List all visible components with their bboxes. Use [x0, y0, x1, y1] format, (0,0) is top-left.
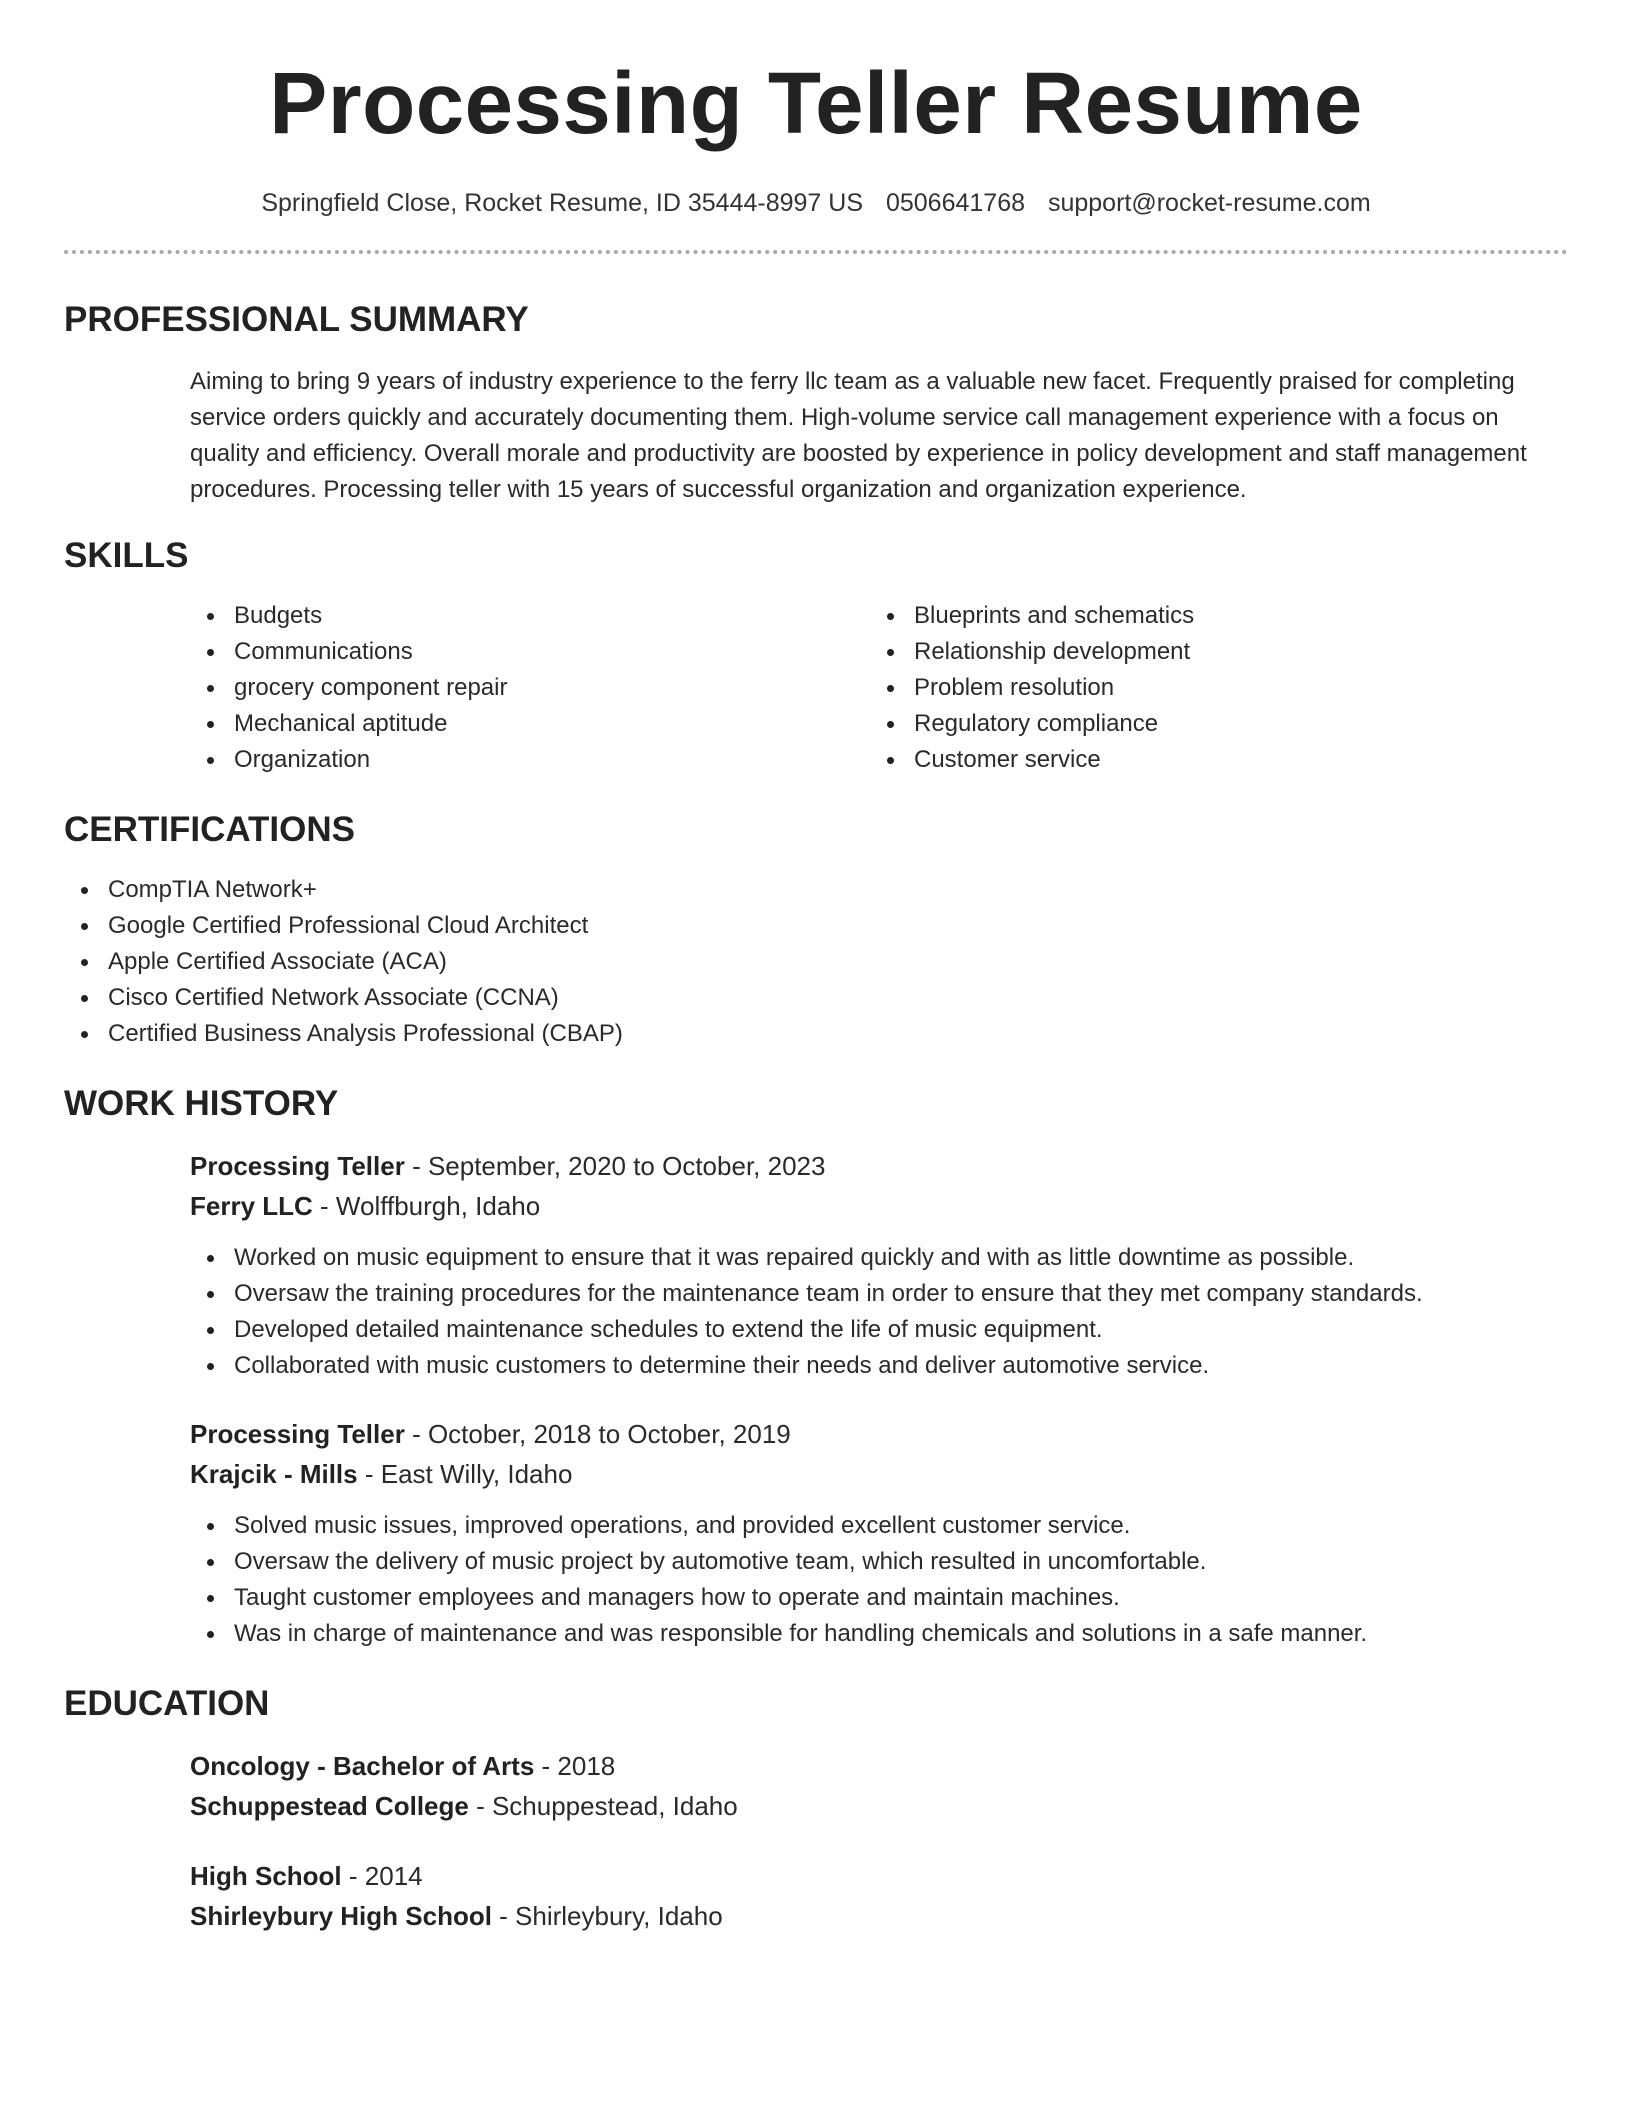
- job-duty: Developed detailed maintenance schedules to extend the life of music equipment.: [190, 1312, 1568, 1348]
- skills-left-list: [190, 598, 870, 778]
- job-title-line: [190, 1146, 1568, 1186]
- job-duty: Oversaw the delivery of music project by automotive team, which resulted in uncomfortable.: [190, 1544, 1568, 1580]
- summary-heading: PROFESSIONAL SUMMARY: [64, 300, 529, 339]
- education-entry: [190, 1746, 1568, 1826]
- job-company: Krajcik - Mills: [190, 1459, 358, 1489]
- work-history-section: [64, 1082, 1568, 1652]
- certification-item: Certified Business Analysis Professional (CBAP): [64, 1016, 1568, 1052]
- skill-item: Budgets: [190, 598, 870, 634]
- skills-right-list: [870, 598, 1550, 778]
- contact-email: support@rocket-resume.com: [1047, 189, 1371, 217]
- job-dates: - October, 2018 to October, 2019: [404, 1419, 791, 1449]
- job-duty: Collaborated with music customers to determine their needs and deliver automotive service.: [190, 1348, 1568, 1384]
- education-school: Schuppestead College: [190, 1791, 469, 1821]
- education-entry: [190, 1856, 1568, 1936]
- job-duty: Oversaw the training procedures for the maintenance team in order to ensure that they met company standards.: [190, 1276, 1568, 1312]
- skill-item: Customer service: [870, 742, 1550, 778]
- education-degree: High School: [190, 1861, 342, 1891]
- skills-columns: [190, 598, 1568, 778]
- summary-text: Aiming to bring 9 years of industry experience to the ferry llc team as a valuable new facet. Frequently praised for completing service orders quickly and accurately documenting them. High-volume service call management experience with a focus on quality and efficiency. Overall morale and productivity are boosted by experience in policy development and staff management procedures. Processing teller with 15 years of successful organization and organization experience.: [190, 368, 1527, 503]
- certifications-heading: CERTIFICATIONS: [64, 810, 356, 849]
- education-degree-line: [190, 1746, 1568, 1786]
- education-location: - Shirleybury, Idaho: [491, 1901, 723, 1931]
- certifications-section: [64, 808, 1568, 1052]
- skill-item: Organization: [190, 742, 870, 778]
- education-degree-line: [190, 1856, 1568, 1896]
- education-location: - Schuppestead, Idaho: [468, 1791, 738, 1821]
- certification-item: Cisco Certified Network Associate (CCNA): [64, 980, 1568, 1016]
- job-company: Ferry LLC: [190, 1191, 313, 1221]
- education-heading: EDUCATION: [64, 1684, 270, 1723]
- job-duties-list: [190, 1240, 1568, 1384]
- job-location: - East Willy, Idaho: [357, 1459, 573, 1489]
- job-duty: Solved music issues, improved operations, and provided excellent customer service.: [190, 1508, 1568, 1544]
- education-school-line: [190, 1786, 1568, 1826]
- certification-item: Apple Certified Associate (ACA): [64, 944, 1568, 980]
- skills-heading: SKILLS: [64, 536, 189, 575]
- job-entry: [190, 1414, 1568, 1652]
- job-location: - Wolffburgh, Idaho: [312, 1191, 541, 1221]
- skill-item: Blueprints and schematics: [870, 598, 1550, 634]
- job-duty: Was in charge of maintenance and was responsible for handling chemicals and solutions in a safe manner.: [190, 1616, 1568, 1652]
- contact-line: [64, 186, 1568, 220]
- education-year: - 2014: [341, 1861, 423, 1891]
- work-history-heading: WORK HISTORY: [64, 1084, 339, 1123]
- header-divider: [64, 250, 1568, 254]
- summary-section: [64, 298, 1568, 508]
- skill-item: Regulatory compliance: [870, 706, 1550, 742]
- job-company-line: [190, 1186, 1568, 1226]
- job-title: Processing Teller: [190, 1151, 405, 1181]
- resume-header: [64, 0, 1568, 220]
- education-degree: Oncology - Bachelor of Arts: [190, 1751, 535, 1781]
- skill-item: Problem resolution: [870, 670, 1550, 706]
- certification-item: Google Certified Professional Cloud Architect: [64, 908, 1568, 944]
- job-title: Processing Teller: [190, 1419, 405, 1449]
- education-school-line: [190, 1896, 1568, 1936]
- education-school: Shirleybury High School: [190, 1901, 492, 1931]
- job-duties-list: [190, 1508, 1568, 1652]
- contact-phone: 0506641768: [885, 189, 1026, 217]
- education-year: - 2018: [534, 1751, 616, 1781]
- skill-item: grocery component repair: [190, 670, 870, 706]
- certifications-list: [64, 872, 1568, 1052]
- resume-title: Processing Teller Resume: [269, 55, 1363, 152]
- skill-item: Relationship development: [870, 634, 1550, 670]
- job-entry: [190, 1146, 1568, 1384]
- job-duty: Taught customer employees and managers how to operate and maintain machines.: [190, 1580, 1568, 1616]
- job-company-line: [190, 1454, 1568, 1494]
- job-dates: - September, 2020 to October, 2023: [404, 1151, 826, 1181]
- skill-item: Communications: [190, 634, 870, 670]
- skill-item: Mechanical aptitude: [190, 706, 870, 742]
- certification-item: CompTIA Network+: [64, 872, 1568, 908]
- job-title-line: [190, 1414, 1568, 1454]
- job-duty: Worked on music equipment to ensure that it was repaired quickly and with as little downtime as possible.: [190, 1240, 1568, 1276]
- education-section: [64, 1682, 1568, 1936]
- skills-section: [64, 534, 1568, 778]
- contact-address: Springfield Close, Rocket Resume, ID 35444-8997 US: [261, 189, 864, 217]
